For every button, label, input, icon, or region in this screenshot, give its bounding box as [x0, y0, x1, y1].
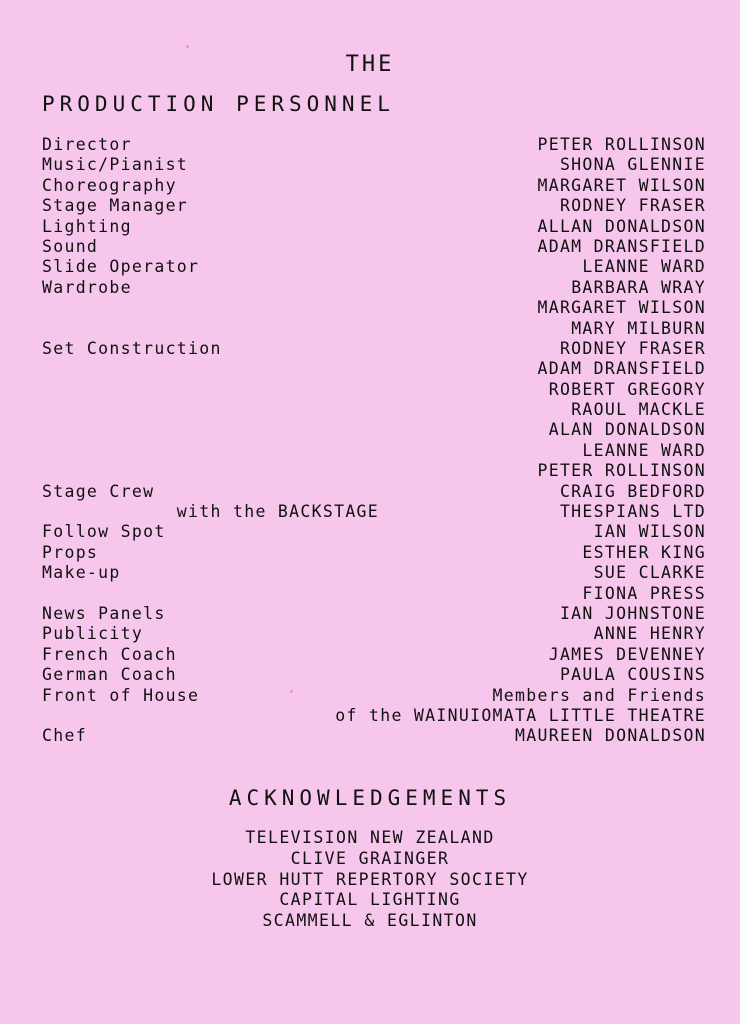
credit-row — [42, 196, 706, 216]
credit-row — [42, 217, 706, 237]
credit-role: Stage Crew — [42, 481, 155, 501]
credit-row — [42, 706, 706, 726]
credit-role: Slide Operator — [42, 257, 200, 277]
credit-role: with the BACKSTAGE — [42, 502, 380, 522]
credit-name: FIONA PRESS — [582, 583, 706, 603]
credit-role: Props — [42, 542, 99, 562]
credit-name: RODNEY FRASER — [559, 338, 706, 358]
credit-role: Follow Spot — [42, 522, 166, 542]
credit-row — [42, 482, 706, 502]
credit-row — [42, 584, 706, 604]
credit-name: ESTHER KING — [582, 542, 706, 562]
credit-role: German Coach — [42, 665, 177, 685]
credit-row — [42, 645, 706, 665]
credit-name: LEANNE WARD — [582, 257, 706, 277]
credit-row — [42, 380, 706, 400]
credit-name: SHONA GLENNIE — [559, 155, 706, 175]
credit-role: Director — [42, 135, 132, 154]
credit-name: PAULA COUSINS — [559, 665, 706, 685]
acknowledgement-item: CLIVE GRAINGER — [290, 848, 450, 868]
credit-row — [42, 441, 706, 461]
credit-row — [42, 604, 706, 624]
credit-role: News Panels — [42, 603, 166, 623]
credit-name: MARGARET WILSON — [537, 175, 706, 195]
credit-role: Wardrobe — [42, 277, 132, 297]
credit-row — [42, 135, 706, 155]
acknowledgement-item: SCAMMELL & EGLINTON — [262, 911, 478, 931]
credit-row — [42, 726, 706, 746]
heading-production-personnel: PRODUCTION PERSONNEL — [42, 92, 395, 116]
credit-name: MARY MILBURN — [571, 318, 706, 338]
acknowledgements-heading: ACKNOWLEDGEMENTS — [228, 786, 512, 810]
credit-name: IAN WILSON — [593, 522, 706, 542]
credit-role: Front of House — [42, 685, 200, 705]
credit-row — [42, 176, 706, 196]
credit-name: MAUREEN DONALDSON — [515, 726, 706, 746]
credits-list — [42, 135, 706, 747]
credit-row — [42, 298, 706, 318]
acknowledgement-item: CAPITAL LIGHTING — [279, 890, 461, 910]
credit-row — [42, 461, 706, 481]
credit-name: ALLAN DONALDSON — [537, 216, 706, 236]
paper-speck — [290, 690, 293, 693]
credit-row — [42, 502, 706, 522]
credit-role: Chef — [42, 726, 87, 746]
credit-row — [42, 339, 706, 359]
credit-name: BARBARA WRAY — [571, 277, 706, 297]
credit-role: Make-up — [42, 563, 121, 583]
credit-name: ROBERT GREGORY — [548, 379, 706, 399]
credit-name: IAN JOHNSTONE — [559, 603, 706, 623]
credit-name: PETER ROLLINSON — [537, 461, 706, 481]
credit-row — [42, 563, 706, 583]
credit-role: Lighting — [42, 216, 132, 236]
credit-row — [42, 522, 706, 542]
credit-role: Music/Pianist — [42, 155, 189, 175]
credit-row — [42, 319, 706, 339]
credit-name: LEANNE WARD — [582, 440, 706, 460]
credit-row — [42, 278, 706, 298]
credit-role: French Coach — [42, 644, 177, 664]
credit-row — [42, 624, 706, 644]
acknowledgement-item: LOWER HUTT REPERTORY SOCIETY — [211, 869, 529, 889]
credit-row — [42, 543, 706, 563]
credit-name: RAOUL MACKLE — [571, 400, 706, 420]
credit-row — [42, 420, 706, 440]
credit-name: PETER ROLLINSON — [537, 135, 706, 154]
credit-role: Set Construction — [42, 338, 222, 358]
credit-row — [42, 359, 706, 379]
credit-row — [42, 237, 706, 257]
credit-row — [42, 686, 706, 706]
credit-row — [42, 400, 706, 420]
credit-row — [42, 155, 706, 175]
credit-name: SUE CLARKE — [593, 563, 706, 583]
credit-name: THESPIANS LTD — [559, 502, 706, 522]
credit-name: MARGARET WILSON — [537, 298, 706, 318]
credit-name: Members and Friends — [492, 685, 706, 705]
acknowledgements-list — [0, 828, 740, 932]
heading-the: THE — [345, 52, 395, 77]
credit-name: ANNE HENRY — [593, 624, 706, 644]
credit-name: ADAM DRANSFIELD — [537, 236, 706, 256]
credit-row — [42, 665, 706, 685]
credit-role: Choreography — [42, 175, 177, 195]
credit-name: ALAN DONALDSON — [548, 420, 706, 440]
acknowledgement-item: TELEVISION NEW ZEALAND — [245, 828, 495, 847]
credit-role: Stage Manager — [42, 196, 189, 216]
credit-role: Publicity — [42, 624, 144, 644]
credit-name: of the WAINUIOMATA LITTLE THEATRE — [335, 705, 706, 725]
credit-name: CRAIG BEDFORD — [559, 481, 706, 501]
credit-name: RODNEY FRASER — [559, 196, 706, 216]
credit-role: Sound — [42, 236, 99, 256]
credit-row — [42, 257, 706, 277]
credit-name: JAMES DEVENNEY — [548, 644, 706, 664]
credit-name: ADAM DRANSFIELD — [537, 359, 706, 379]
paper-speck — [186, 45, 189, 48]
